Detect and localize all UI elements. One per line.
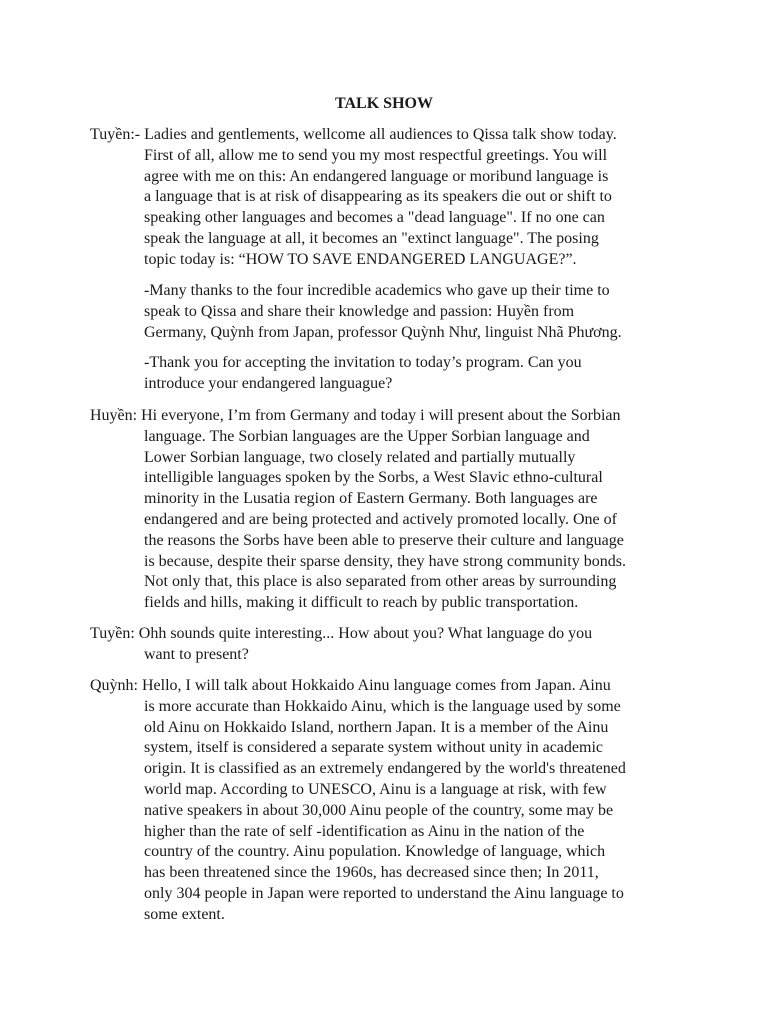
text-line: First of all, allow me to send you my most respectful greetings. You will [144,146,608,164]
text-line: is more accurate than Hokkaido Ainu, which is the language used by some [144,697,621,715]
text-line: higher than the rate of self -identification as Ainu in the nation of the [144,822,585,840]
text-line: intelligible languages spoken by the Sorbs, a West Slavic ethno-cultural [144,469,603,487]
text-line: Lower Sorbian language, two closely related and partially mutually [144,448,576,466]
text-line: endangered and are being protected and actively promoted locally. One of [144,510,617,528]
text-line: system, itself is considered a separate system without unity in academic [144,739,603,757]
dialogue-turn-tuyen-2 [90,624,680,666]
text-line: Germany, Quỳnh from Japan, professor Quỳnh Như, linguist Nhã Phương. [144,323,622,341]
dialogue-turn-quynh [90,676,680,926]
text-line: want to present? [144,645,249,663]
speaker-label: Tuyền: [90,625,135,642]
text-line: agree with me on this: An endangered language or moribund language is [144,167,609,185]
text-line: minority in the Lusatia region of Eastern Germany. Both languages are [144,490,598,508]
text-line: speaking other languages and becomes a "dead language". If no one can [144,209,605,227]
text-line: Hi everyone, I’m from Germany and today i will present about the Sorbian [137,407,621,424]
text-line: the reasons the Sorbs have been able to preserve their culture and language [144,531,624,549]
text-line: origin. It is classified as an extremely endangered by the world's threatened [144,760,626,778]
page-title: TALK SHOW [335,95,433,112]
text-line: topic today is: “HOW TO SAVE ENDANGERED LANGUAGE?”. [144,250,577,268]
text-line: fields and hills, making it difficult to reach by public transportation. [144,594,579,612]
text-line: Not only that, this place is also separated from other areas by surrounding [144,573,617,591]
text-line: introduce your endangered languague? [144,374,393,392]
text-line: Hello, I will talk about Hokkaido Ainu language comes from Japan. Ainu [138,677,611,694]
text-line: a language that is at risk of disappearing as its speakers die out or shift to [144,188,612,206]
text-line: country of the country. Ainu population. Knowledge of language, which [144,843,606,861]
text-line: world map. According to UNESCO, Ainu is a language at risk, with few [144,780,607,798]
text-line: -Thank you for accepting the invitation to today’s program. Can you [144,354,582,371]
paragraph-thanks [144,281,680,343]
dialogue-turn-tuyen-1 [90,125,680,271]
text-line: native speakers in about 30,000 Ainu people of the country, some may be [144,801,614,819]
text-line: -Many thanks to the four incredible academics who gave up their time to [144,282,610,299]
text-line: some extent. [144,905,225,923]
speaker-label: Tuyền: [90,126,135,143]
speaker-label: Quỳnh: [90,677,138,694]
speaker-label: Huyền: [90,407,138,424]
dialogue-turn-huyen [90,406,680,614]
text-line: old Ainu on Hokkaido Island, northern Japan. It is a member of the Ainu [144,718,609,736]
text-line: Ohh sounds quite interesting... How about you? What language do you [134,625,593,642]
text-line: speak to Qissa and share their knowledge and passion: Huyền from [144,302,575,320]
text-line: language. The Sorbian languages are the Upper Sorbian language and [144,427,590,445]
text-line: only 304 people in Japan were reported to understand the Ainu language to [144,884,624,902]
text-line: has been threatened since the 1960s, has decreased since then; In 2011, [144,864,599,882]
paragraph-invitation [144,353,680,395]
text-line: is because, despite their sparse density, they have strong community bonds. [144,552,626,570]
text-line: - Ladies and gentlements, wellcome all audiences to Qissa talk show today. [134,126,617,143]
text-line: speak the language at all, it becomes an "extinct language". The posing [144,229,599,247]
